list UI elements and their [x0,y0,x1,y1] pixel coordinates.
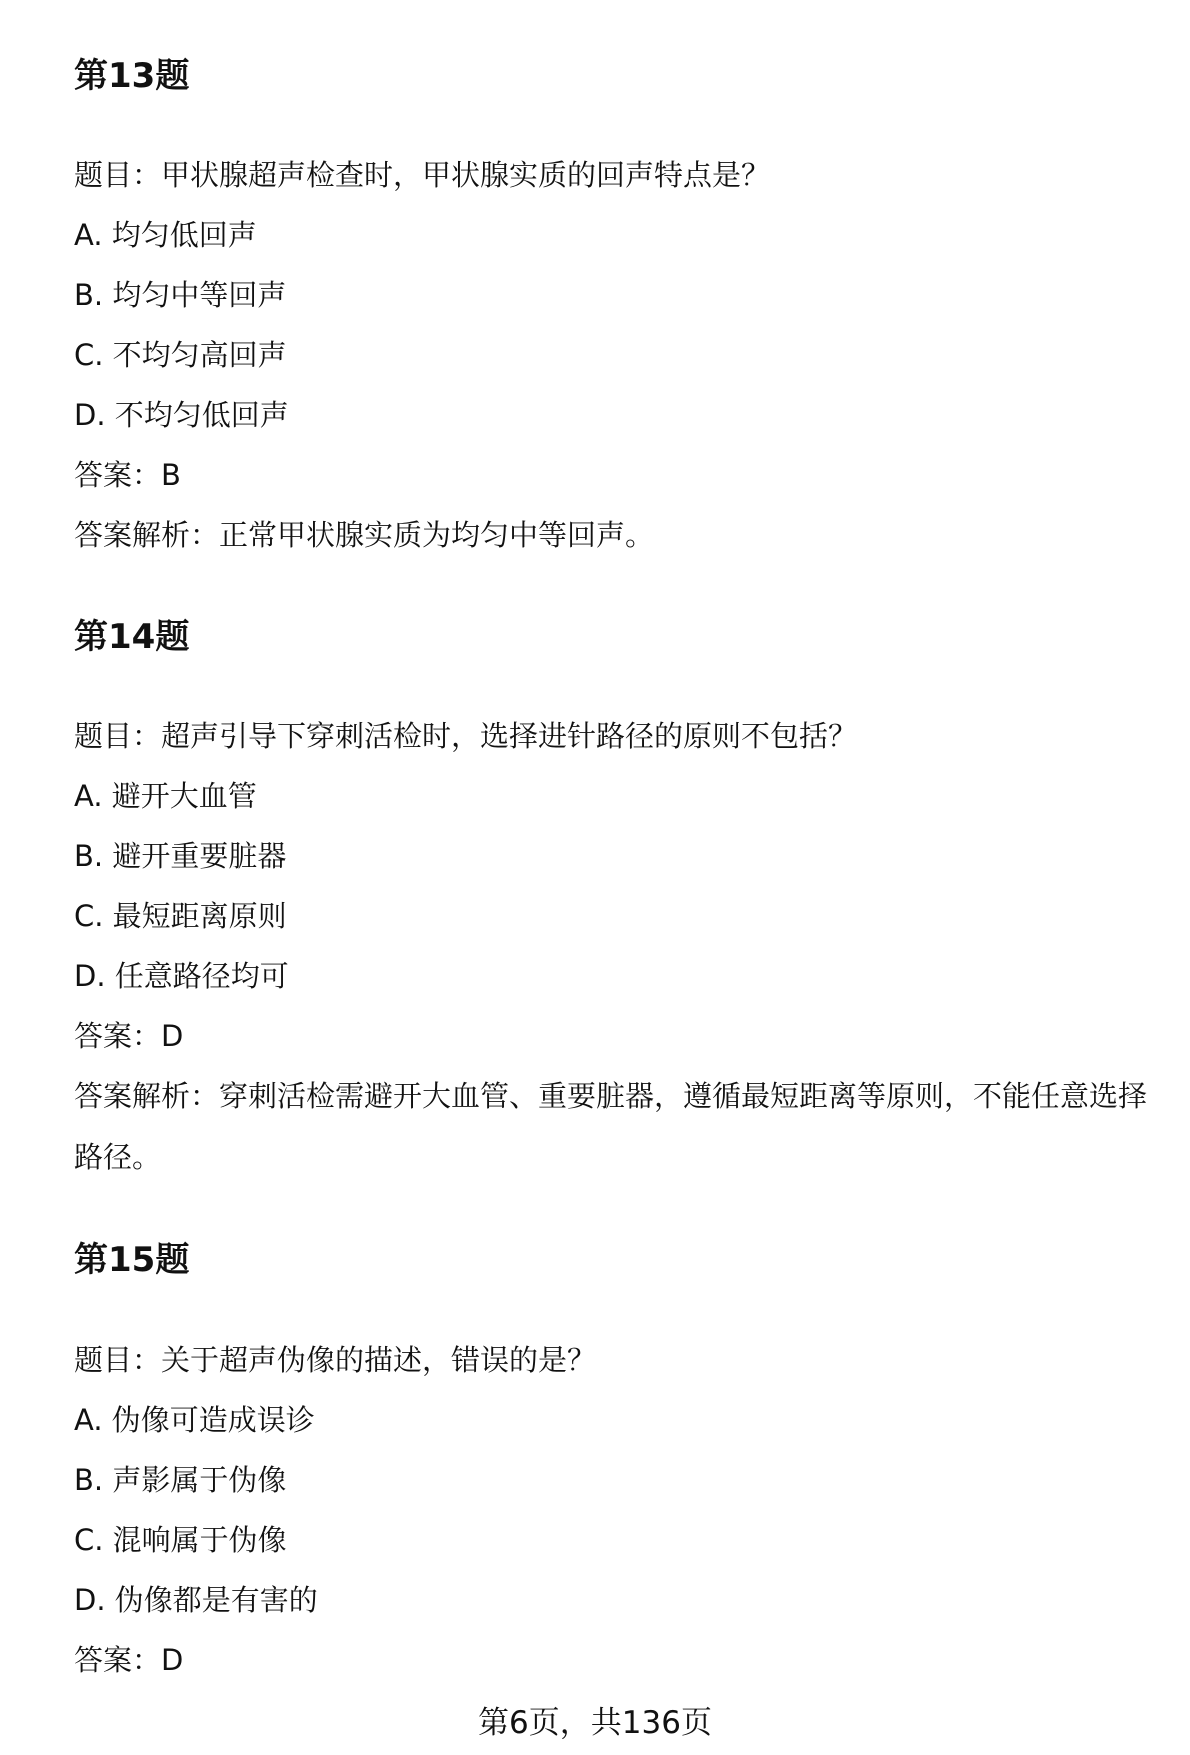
question-13-answer: 答案：B [74,458,181,492]
question-13-option-c: C. 不均匀高回声 [74,338,287,372]
question-15-answer: 答案：D [74,1643,184,1677]
question-15-option-a: A. 伪像可造成误诊 [74,1403,315,1437]
question-14-option-b: B. 避开重要脏器 [74,839,287,873]
question-13-option-d: D. 不均匀低回声 [74,398,289,432]
question-15-option-d: D. 伪像都是有害的 [74,1583,318,1617]
question-15-prompt: 题目：关于超声伪像的描述，错误的是？ [74,1343,597,1377]
question-13-option-a: A. 均匀低回声 [74,218,257,252]
question-15-option-c: C. 混响属于伪像 [74,1523,287,1557]
question-14-option-d: D. 任意路径均可 [74,959,289,993]
question-14-option-c: C. 最短距离原则 [74,899,287,933]
question-14-analysis: 答案解析：穿刺活检需避开大血管、重要脏器，遵循最短距离等原则，不能任意选择路径。 [74,1079,1148,1174]
question-14-answer: 答案：D [74,1019,184,1053]
question-13-heading: 第13题 [74,56,190,96]
question-13-option-b: B. 均匀中等回声 [74,278,287,312]
question-15-option-b: B. 声影属于伪像 [74,1463,287,1497]
question-14-heading: 第14题 [74,617,190,657]
page-number-footer: 第6页，共136页 [478,1705,712,1741]
question-14-option-a: A. 避开大血管 [74,779,257,813]
question-13-prompt: 题目：甲状腺超声检查时，甲状腺实质的回声特点是？ [74,158,771,192]
question-14-prompt: 题目：超声引导下穿刺活检时，选择进针路径的原则不包括？ [74,719,858,753]
question-13-analysis: 答案解析：正常甲状腺实质为均匀中等回声。 [74,518,655,552]
question-15-heading: 第15题 [74,1240,190,1280]
